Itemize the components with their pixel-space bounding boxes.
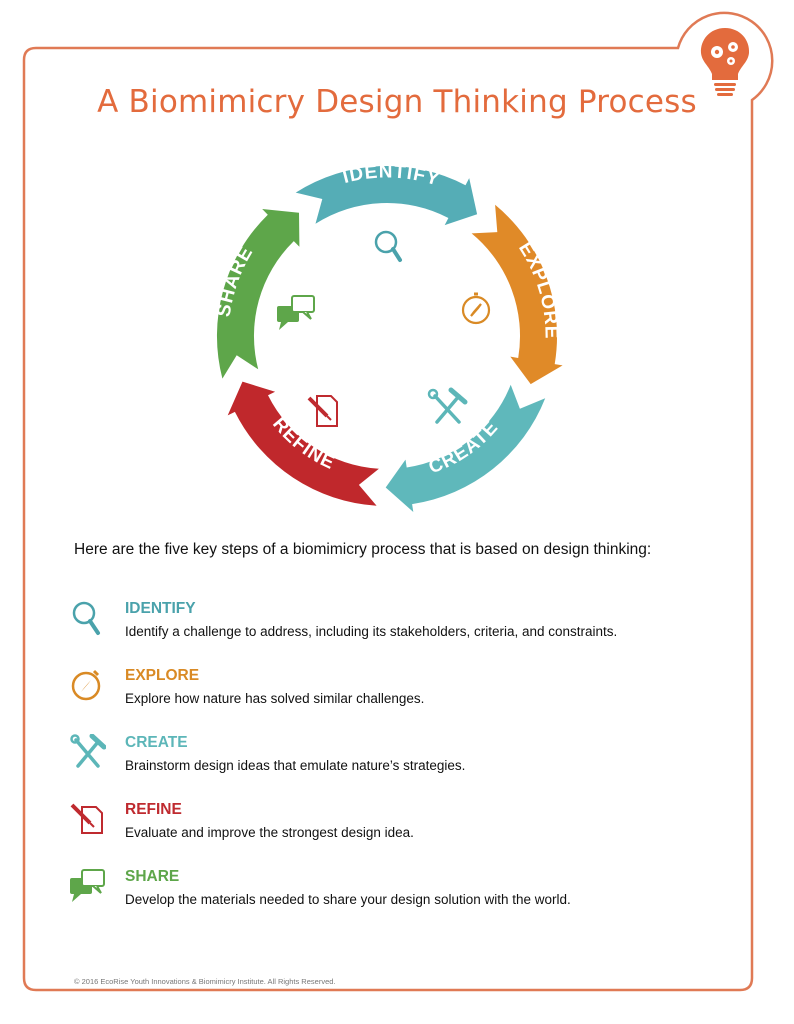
document-pencil-icon bbox=[70, 801, 106, 837]
step-name: REFINE bbox=[125, 801, 182, 818]
step-create bbox=[70, 734, 730, 784]
cycle-label-refine: REFINE bbox=[268, 413, 339, 475]
step-description: Identify a challenge to address, including its stakeholders, criteria, and constraints. bbox=[125, 624, 618, 639]
page-title: A Biomimicry Design Thinking Process bbox=[97, 84, 697, 120]
document-pencil-icon bbox=[309, 396, 337, 426]
step-identify bbox=[70, 600, 730, 650]
step-share bbox=[70, 868, 730, 918]
step-name: CREATE bbox=[125, 734, 188, 751]
cycle-label-explore: EXPLORE bbox=[514, 238, 562, 340]
step-name: SHARE bbox=[125, 868, 180, 885]
step-description: Develop the materials needed to share your design solution with the world. bbox=[125, 892, 571, 907]
magnifier-icon bbox=[376, 232, 400, 260]
speech-bubbles-icon bbox=[277, 296, 314, 330]
compass-icon bbox=[70, 667, 106, 703]
cycle-label-share: SHARE bbox=[213, 242, 258, 319]
step-description: Brainstorm design ideas that emulate nature’s strategies. bbox=[125, 758, 466, 773]
intro-text: Here are the five key steps of a biomimicry process that is based on design thinking: bbox=[74, 541, 652, 558]
cycle-label-identify: IDENTIFY bbox=[340, 161, 443, 191]
cycle-label-create: CREATE bbox=[425, 416, 503, 479]
step-refine bbox=[70, 801, 730, 851]
step-explore bbox=[70, 667, 730, 717]
speech-bubbles-icon bbox=[70, 868, 106, 904]
hammer-wrench-icon bbox=[429, 390, 465, 422]
hammer-wrench-icon bbox=[70, 734, 106, 770]
copyright-notice: © 2016 EcoRise Youth Innovations & Biomimicry Institute. All Rights Reserved. bbox=[74, 977, 336, 986]
step-description: Explore how nature has solved similar challenges. bbox=[125, 691, 425, 706]
process-cycle-diagram bbox=[197, 158, 597, 518]
compass-icon bbox=[463, 294, 489, 323]
step-name: IDENTIFY bbox=[125, 600, 196, 617]
step-description: Evaluate and improve the strongest design idea. bbox=[125, 825, 414, 840]
magnifier-icon bbox=[70, 600, 106, 636]
step-name: EXPLORE bbox=[125, 667, 200, 684]
